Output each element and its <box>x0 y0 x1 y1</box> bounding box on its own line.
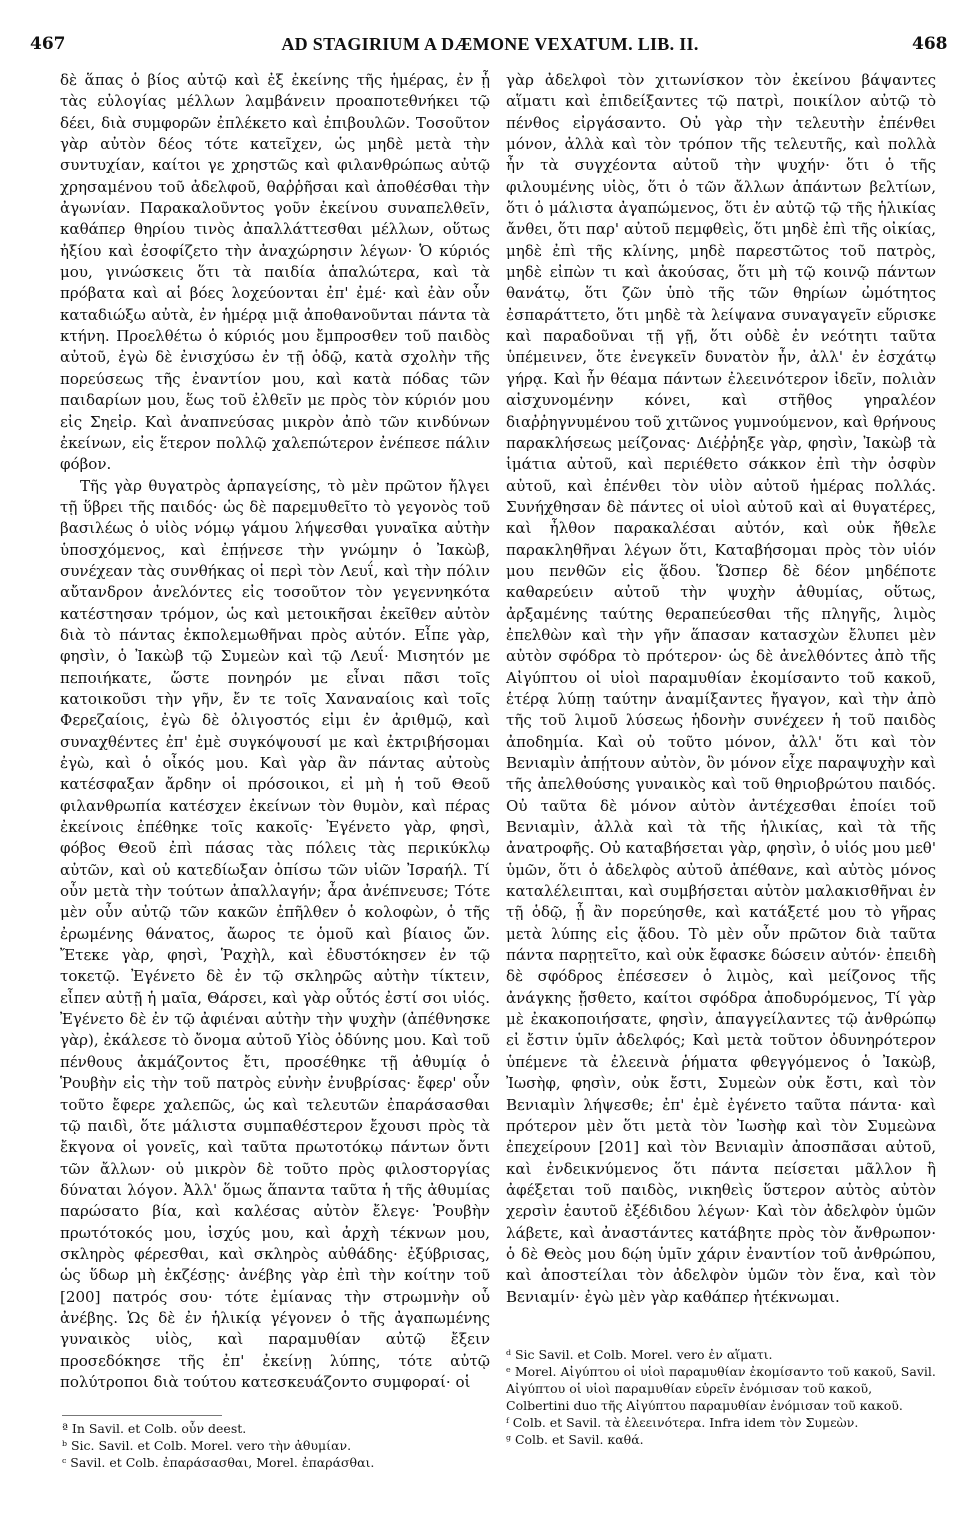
left-column <box>60 70 490 1393</box>
footnote-d: ᵈ Sic Savil. et Colb. Morel. vero ἐν αἵματι. <box>506 1347 773 1362</box>
footnote-c: ᶜ Savil. et Colb. ἐπαράσασθαι, Morel. ἐπαράσθαι. <box>62 1455 375 1470</box>
running-title: AD STAGIRIUM A DÆMONE VEXATUM. LIB. II. <box>281 34 699 54</box>
footnote-e: ᵉ Morel. Αἰγύπτου οἱ υἱοὶ παραμυθίαν ἐκομίσαντο τοῦ κακοῦ, Savil. Αἰγύπτου οἱ υἱοὶ παραμυθίαν εὑρεῖν ἐνόμισαν τοῦ κακοῦ, Colbertini duo τῆς Αἰγύπτου παραμυθίαν ἐνόμισαν τοῦ κακοῦ. <box>506 1364 936 1413</box>
left-paragraph-1: δὲ ἅπας ὁ βίος αὐτῷ καὶ ἐξ ἐκείνης τῆς ἡμέρας, ἐν ᾗ τὰς εὐλογίας μέλλων λαμβάνειν προαποτεθνήκει τῷ δέει, διὰ συμφορῶν ἐπλέκετο καὶ ἐπιβουλῶν. Τοσοῦτον γὰρ αὐτὸν δέος τότε κατεῖχεν, ὡς μηδὲ μετὰ τὴν συντυχίαν, καίτοι γε χρηστῶς καὶ φιλανθρώπως αὐτῷ χρησαμένου τοῦ ἀδελφοῦ, θαῤῥῆσαι καὶ ἀποθέσθαι τὴν ἀγωνίαν. Παρακαλοῦντος γοῦν ἐκείνου συναπελθεῖν, καθάπερ θηρίου τινὸς ἀπαλλάττεσθαι μέλλων, οὕτως ἠξίου καὶ ἐσοφίζετο τὴν ἀναχώρησιν λέγων· Ὁ κύριός μου, γινώσκεις ὅτι τὰ παιδία ἁπαλώτερα, καὶ τὰ πρόβατα καὶ αἱ βόες λοχεύονται ἐπ' ἐμέ· καὶ ἐὰν οὖν καταδιώξω αὐτὰ, ἐν ἡμέρᾳ μιᾷ ἀποθανοῦνται πάντα τὰ κτήνη. Προελθέτω ὁ κύριός μου ἔμπροσθεν τοῦ παιδὸς αὐτοῦ, ἐγὼ δὲ ἐνισχύσω ἐν τῇ ὁδῷ, κατὰ σχολὴν τῆς πορεύσεως τῆς ἐναντίον μου, καὶ κατὰ πόδας τῶν παιδαρίων μου, ἕως τοῦ ἐλθεῖν με πρὸς τὸν κύριόν μου εἰς Σηεἰρ. Καὶ ἀναπνεύσας μικρὸν ἀπὸ τῶν κινδύνων ἐκείνων, εἰς ἕτερον πολλῷ χαλεπώτερον ἐνέπεσε πάλιν φόβον. <box>60 71 490 474</box>
footnote-a: ª In Savil. et Colb. οὖν deest. <box>62 1421 247 1436</box>
page-number-left: 467 <box>30 34 66 54</box>
left-paragraph-2: Τῆς γὰρ θυγατρὸς ἁρπαγείσης, τὸ μὲν πρῶτον ἤλγει τῇ ὕβρει τῆς παιδός· ὡς δὲ παρεμυθεῖτο τὸ γεγονὸς τοῦ βασιλέως ὁ υἱὸς νόμῳ γάμου λήψεσθαι γυναῖκα αὐτὴν ὑποσχόμενος, καὶ ἐπῄνεσε τὴν γνώμην ὁ Ἰακὼβ, συνέχεαν τὰς συνθήκας οἱ περὶ τὸν Λευΐ, καὶ τὴν πόλιν αὔτανδρον ἀνελόντες εἰς τοσοῦτον τὸν γεγεννηκότα κατέστησαν τρόμον, ὡς καὶ μετοικῆσαι ἐκεῖθεν αὐτὸν διὰ τὸ πάντας ἐκπολεμωθῆναι πρὸς αὐτόν. Εἶπε γὰρ, φησὶν, ὁ Ἰακὼβ τῷ Συμεὼν καὶ τῷ Λευΐ· Μισητόν με πεποιήκατε, ὥστε πονηρόν με εἶναι πᾶσι τοῖς κατοικοῦσι τὴν γῆν, ἔν τε τοῖς Χαναναίοις καὶ τοῖς Φερεζαίοις, ἐγὼ δὲ ὀλιγοστός εἰμι ἐν ἀριθμῷ, καὶ συναχθέντες ἐπ' ἐμὲ συγκόψουσί με καὶ ἐκτριβήσομαι ἐγὼ, καὶ ὁ οἶκός μου. Καὶ γὰρ ἂν πάντας αὐτοὺς κατέσφαξαν ἄρδην οἱ πρόσοικοι, εἰ μὴ ἡ τοῦ Θεοῦ φιλανθρωπία κατέσχεν ἐκείνων τὸν θυμὸν, καὶ πέρας ἐκείνοις ἐπέθηκε τοῖς κακοῖς· Ἐγένετο γὰρ, φησὶ, φόβος Θεοῦ ἐπὶ πάσας τὰς πόλεις τὰς περικύκλῳ αὐτῶν, καὶ οὐ κατεδίωξαν ὀπίσω τῶν υἱῶν Ἰσραήλ. Τί οὖν μετὰ τὴν τούτων ἀπαλλαγήν; ἆρα ἀνέπνευσε; Τότε μὲν οὖν αὐτῷ τῶν κακῶν ἐπῆλθεν ὁ κολοφὼν, ὁ τῆς ἐρωμένης θάνατος, ἄωρος τε ὁμοῦ καὶ βίαιος ὤν. Ἔτεκε γὰρ, φησὶ, Ῥαχὴλ, καὶ ἐδυστόκησεν ἐν τῷ τοκετῷ. Ἐγένετο δὲ ἐν τῷ σκληρῶς αὐτὴν τίκτειν, εἶπεν αὐτῇ ἡ μαῖα, Θάρσει, καὶ γὰρ οὗτός ἐστί σοι υἱός. Ἐγένετο δὲ ἐν τῷ ἀφιέναι αὐτὴν τὴν ψυχὴν (ἀπέθνησκε γὰρ), ἐκάλεσε τὸ ὄνομα αὐτοῦ Υἱὸς ὀδύνης μου. Καὶ τοῦ πένθους ἀκμάζοντος ἔτι, προσέθηκε τῇ ἀθυμίᾳ ὁ Ῥουβὴν εἰς τὴν τοῦ πατρὸς εὐνὴν ἐνυβρίσας· ἔφερ' οὖν τοῦτο ἔφερε χαλεπῶς, ὡς καὶ τελευτῶν ἐπαράσασθαι τῷ παιδὶ, ὅτε μάλιστα συμπαθέστερον ἔχουσι πρὸς τὰ ἔκγονα οἱ γονεῖς, καὶ ταῦτα πρωτοτόκῳ πάντων ὄντι τῶν ἄλλων· οὐ μικρὸν δὲ τοῦτο πρὸς φιλοστοργίας δύναται λόγον. Ἀλλ' ὅμως ἅπαντα ταῦτα ἡ τῆς ἀθυμίας παρώσατο βία, καὶ καλέσας αὐτὸν ἔλεγε· Ῥουβὴν πρωτότοκός μου, ἰσχύς μου, καὶ ἀρχὴ τέκνων μου, σκληρὸς φέρεσθαι, καὶ σκληρὸς αὐθάδης· ἐξύβρισας, ὡς ὕδωρ μὴ ἐκζέσῃς· ἀνέβης γὰρ ἐπὶ τὴν κοίτην τοῦ [200] πατρός σου· τότε ἐμίανας τὴν στρωμνὴν οὗ ἀνέβης. Ὡς δὲ ἐν ἡλικίᾳ γέγονεν ὁ τῆς ἀγαπωμένης γυναικὸς υἱὸς, καὶ παραμυθίαν αὐτῷ ἔξειν προσεδόκησε τῆς ἐπ' ἐκείνῃ λύπης, τότε αὐτῷ πολύτροποι διὰ τούτου κατεσκευάζοντο συμφοραί· οἱ <box>60 476 490 1391</box>
running-header <box>0 34 976 64</box>
footnote-rule <box>62 1415 222 1416</box>
footnote-g: ᵍ Colb. et Savil. καθά. <box>506 1432 644 1447</box>
footnotes-right <box>506 1346 936 1448</box>
page-number-right: 468 <box>912 34 948 54</box>
footnote-b: ᵇ Sic. Savil. et Colb. Morel. vero τὴν ἀθυμίαν. <box>62 1438 352 1453</box>
right-column <box>506 70 936 1308</box>
footnote-f: ᶠ Colb. et Savil. τὰ ἐλεεινότερα. Infra idem τὸν Συμεὼν. <box>506 1415 859 1430</box>
right-paragraph-1: γὰρ ἀδελφοὶ τὸν χιτωνίσκον τὸν ἐκείνου βάψαντες αἵματι καὶ ἐπιδείξαντες τῷ πατρὶ, ποικίλον αὐτῷ τὸ πένθος εἰργάσαντο. Οὐ γὰρ τὴν τελευτὴν ἐπένθει μόνον, ἀλλὰ καὶ τὸν τρόπον τῆς τελευτῆς, καὶ πολλὰ ἦν τὰ συγχέοντα αὐτοῦ τὴν ψυχήν· ὅτι ὁ τῆς φιλουμένης υἱὸς, ὅτι ὁ τῶν ἄλλων ἁπάντων βελτίων, ὅτι ὁ μάλιστα ἀγαπώμενος, ὅτι ἐν αὐτῷ τῷ τῆς ἡλικίας ἄνθει, ὅτι παρ' αὐτοῦ πεμφθεὶς, ὅτι μηδὲ ἐπὶ τῆς οἰκίας, μηδὲ ἐπὶ τῆς κλίνης, μηδὲ παρεστῶτος τοῦ πατρὸς, μηδὲ εἰπὼν τι καὶ ἀκούσας, ὅτι μὴ τῷ κοινῷ πάντων θανάτῳ, ὅτι ζῶν ὑπὸ τῆς τῶν θηρίων ὠμότητος ἐσπαράττετο, ὅτι μηδὲ τὰ λείψανα συναγαγεῖν εὕρισκε καὶ παραδοῦναι τῇ γῇ, ὅτι οὐδὲ ἐν νεότητι ταῦτα ὑπέμεινεν, ὅτε ἐνεγκεῖν δυνατὸν ἦν, ἀλλ' ἐν ἐσχάτῳ γήρᾳ. Καὶ ἦν θέαμα πάντων ἐλεεινότερον ἰδεῖν, πολιὰν αἰσχυνομένην κόνει, καὶ στῆθος γηραλέον διαῤῥηγνυμένου τοῦ χιτῶνος γυμνούμενον, καὶ θρήνους παρακλήσεως μείζονας· Διέῤῥηξε γὰρ, φησὶν, Ἰακὼβ τὰ ἱμάτια αὐτοῦ, καὶ περιέθετο σάκκον ἐπὶ τὴν ὀσφὺν αὐτοῦ, καὶ ἐπένθει τὸν υἱὸν αὐτοῦ ἡμέρας πολλάς. Συνήχθησαν δὲ πάντες οἱ υἱοὶ αὐτοῦ καὶ αἱ θυγατέρες, καὶ ἦλθον παρακαλέσαι αὐτόν, καὶ οὐκ ἤθελε παρακληθῆναι λέγων ὅτι, Καταβήσομαι πρὸς τὸν υἱόν μου πενθῶν εἰς ᾅδου. Ὥσπερ δὲ δέον μηδέποτε καθαρεύειν αὐτοῦ τὴν ψυχὴν ἀθυμίας, οὕτως, ἀρξαμένης ταύτης θεραπεύεσθαι τῆς πληγῆς, λιμὸς ἐπελθὼν καὶ τὴν γῆν ἅπασαν κατασχὼν ἔλυπει μὲν αὐτὸν σφόδρα τὸ πρότερον· ὡς δὲ ἀνελθόντες ἀπὸ τῆς Αἰγύπτου οἱ υἱοὶ παραμυθίαν ἐκομίσαντο τοῦ κακοῦ, ἑτέρᾳ λύπῃ ταύτην ἀναμίξαντες ἤγαγον, καὶ τὴν ἀπὸ τῆς τοῦ λιμοῦ λύσεως ἡδονὴν συνέχεεν ἡ τοῦ παιδὸς ἀποδημία. Καὶ οὐ τοῦτο μόνον, ἀλλ' ὅτι καὶ τὸν Βενιαμὶν ἀπῄτουν αὐτὸν, ὃν μόνον εἶχε παραψυχὴν καὶ τῆς ἀπελθούσης γυναικὸς καὶ τοῦ θηριοβρώτου παιδός. Οὐ ταῦτα δὲ μόνον αὐτὸν ἀντέχεσθαι ἐποίει τοῦ Βενιαμὶν, ἀλλὰ καὶ τὰ τῆς ἡλικίας, καὶ τὰ τῆς ἀνατροφῆς. Οὐ καταβήσεται γὰρ, φησὶν, ὁ υἱός μου μεθ' ὑμῶν, ὅτι ὁ ἀδελφὸς αὐτοῦ ἀπέθανε, καὶ αὐτὸς μόνος καταλέλειπται, καὶ συμβήσεται αὐτὸν μαλακισθῆναι ἐν τῇ ὁδῷ, ᾗ ἂν πορεύησθε, καὶ κατάξετέ μου τὸ γῆρας μετὰ λύπης εἰς ᾅδου. Τὸ μὲν οὖν πρῶτον διὰ ταῦτα πάντα παρῃτεῖτο, καὶ οὐκ ἔφασκε δώσειν αὐτόν· ἐπειδὴ δὲ σφόδρος ἐπέσεσεν ὁ λιμὸς, καὶ μείζονος τῆς ἀνάγκης ᾔσθετο, καίτοι σφόδρα ἀποδυρόμενος, Τί γὰρ μὲ ἐκακοποιήσατε, φησὶν, ἀπαγγείλαντες τῷ ἀνθρώπῳ εἰ ἔστιν ὑμῖν ἀδελφός; Καὶ μετὰ τοῦτον ὀδυνηρότερον ὑπέμενε τὰ ἐλεεινὰ ῥήματα φθεγγόμενος ὁ Ἰακὼβ, Ἰωσὴφ, φησὶν, οὐκ ἔστι, Συμεὼν οὐκ ἔστι, καὶ τὸν Βενιαμὶν λήψεσθε; ἐπ' ἐμὲ ἐγένετο ταῦτα πάντα· καὶ πρότερον μὲν ὅτι μετὰ τὸν Ἰωσὴφ καὶ τὸν Συμεὼνα ἐπεχείρουν [201] καὶ τὸν Βενιαμὶν ἀποσπᾶσαι αὐτοῦ, καὶ ἐνδεικνύμενος ὅτι πάντα πείσεται μᾶλλον ἢ ἀφέξεται τοῦ παιδὸς, νικηθεὶς ὕστερον αὐτὸς αὐτὸν χερσὶν ἑαυτοῦ ἐξέδιδου λέγων· Καὶ τὸν ἀδελφὸν ὑμῶν λάβετε, καὶ ἀναστάντες κατάβητε πρὸς τὸν ἄνθρωπον· ὁ δὲ Θεὸς μου δῴη ὑμῖν χάριν ἐναντίον τοῦ ἀνθρώπου, καὶ ἀποστείλαι τὸν ἀδελφὸν ὑμῶν τὸν ἕνα, καὶ τὸν Βενιαμίν· ἐγὼ μὲν γὰρ καθάπερ ἠτέκνωμαι. <box>506 71 936 1306</box>
footnotes-left <box>62 1420 492 1471</box>
